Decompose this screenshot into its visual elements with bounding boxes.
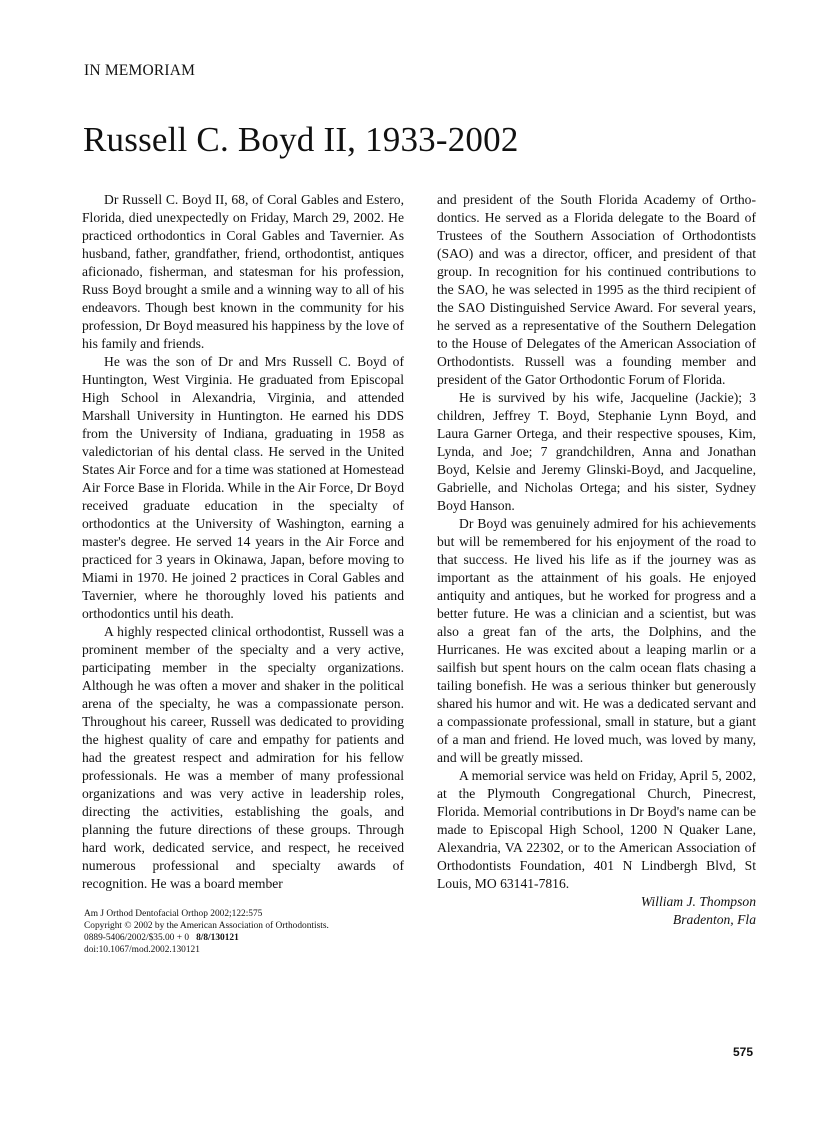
paragraph-character: Dr Boyd was genuinely admired for his achievements but will be remembered for his enjoyment of the road to that success. He lived his life as if the journey was as important as the attainment of his goals. He enjoyed antiquity and antiques, but he worked for progress and a better future. He was a clinician and a scientist, but was also a great fan of the arts, the Dolphins, and the Hurricanes. He was excited about a leaping marlin or a sailfish but spent hours on the calm ocean flats chasing a tailing bonefish. He was a serious thinker but generously shared his humor and wit. He was a dedicated servant and a compassionate professional, small in stature, but a giant of a man and friend. He loved much, was loved by many, and will be greatly missed.	[437, 516, 756, 765]
journal-citation: Am J Orthod Dentofacial Orthop 2002;122:575	[84, 909, 263, 919]
author-name: William J. Thompson	[640, 894, 756, 909]
citation-footer	[84, 908, 329, 956]
issn-line	[84, 932, 329, 944]
doi: doi:10.1067/mod.2002.130121	[84, 945, 200, 955]
paragraph-memorial-service: A memorial service was held on Friday, April 5, 2002, at the Plymouth Congregational Church, Pinecrest, Florida. Memorial contributions in Dr Boyd's name can be made to Episcopal High School, 1200 N Quaker Lane, Alexandria, VA 22302, or to the American Association of Orthodontists Foundation, 401 N Lindbergh Blvd, St Louis, MO 63141-7816.	[437, 768, 756, 891]
article-code: 8/8/130121	[196, 933, 239, 943]
copyright-notice: Copyright © 2002 by the American Association of Orthodontists.	[84, 921, 329, 931]
paragraph-biography: He was the son of Dr and Mrs Russell C. Boyd of Huntington, West Virginia. He graduated from Episcopal High School in Alexandria, Virginia, and attended Marshall University in Huntington. He earned his DDS from the University of Indiana, graduating in 1958 as valedictorian of his dental class. He served in the United States Air Force and for a time was stationed at Homestead Air Force Base in Florida. While in the Air Force, Dr Boyd received graduate education in the specialty of orthodontics at the University of Washington, earning a master's degree. He served 14 years in the Air Force and practiced for 3 years in Okinawa, Japan, before moving to Miami in 1970. He joined 2 practices in Coral Gables and Tavernier, where he thoroughly loved his patients and orthodontics until his death.	[82, 354, 404, 621]
issn-price: 0889-5406/2002/$35.00 + 0	[84, 933, 190, 943]
paragraph-career-continued: and president of the South Florida Academy of Orthodontics. He served as a Florida delegate to the Board of Trustees of the Southern Association of Orthodontists (SAO) and was a director, officer, and president of that group. In recognition for his continued contributions to the SAO, he was selected in 1995 as the third recipient of the SAO Distinguished Service Award. For several years, he served as a representative of the Southern Delegation to the House of Delegates of the American Association of Orthodontists. Russell was a founding member and president of the Gator Orthodontic Forum of Florida.	[437, 192, 756, 387]
left-column	[82, 191, 404, 893]
right-column	[437, 191, 756, 929]
article-title: Russell C. Boyd II, 1933-2002	[83, 120, 519, 159]
author-location: Bradenton, Fla	[672, 912, 756, 927]
paragraph-intro: Dr Russell C. Boyd II, 68, of Coral Gables and Estero, Florida, died unexpectedly on Friday, March 29, 2002. He practiced orthodontics in Coral Gables and Tavernier. As husband, father, grandfather, friend, orthodontist, antiques aficionado, fisherman, and statesman for his profession, Russ Boyd brought a smile and a winning way to all of his endeavors. Though best known in the community for his profession, Dr Boyd measured his happiness by the love of his family and friends.	[82, 192, 404, 351]
signature-block	[437, 893, 756, 929]
page-number: 575	[733, 1045, 754, 1059]
paragraph-survivors: He is survived by his wife, Jacqueline (Jackie); 3 children, Jeffrey T. Boyd, Stephanie Lynn Boyd, and Laura Garner Ortega, and their respective spouses, Kim, Lynda, and Joe; 7 grandchildren, Anna and Jonathan Boyd, Kelsie and Jeremy Glinski-Boyd, and Jacqueline, Gabrielle, and Nicholas Ortega; and his sister, Sydney Boyd Hanson.	[437, 390, 756, 513]
paragraph-career: A highly respected clinical orthodontist, Russell was a prominent member of the specialty and a very active, participating member in the specialty organizations. Although he was often a mover and shaker in the political arena of the specialty, he was a compassionate person. Throughout his career, Russell was dedicated to providing the highest quality of care and empathy for patients and had the greatest respect and admiration for his fellow professionals. He was a member of many professional organizations and was very active in leadership roles, directing the activities, establishing the goals, and planning the future directions of these groups. Through hard work, dedicated service, and respect, he received numerous professional and specialty awards of recognition. He was a board member	[82, 624, 404, 891]
section-label: IN MEMORIAM	[84, 62, 196, 79]
